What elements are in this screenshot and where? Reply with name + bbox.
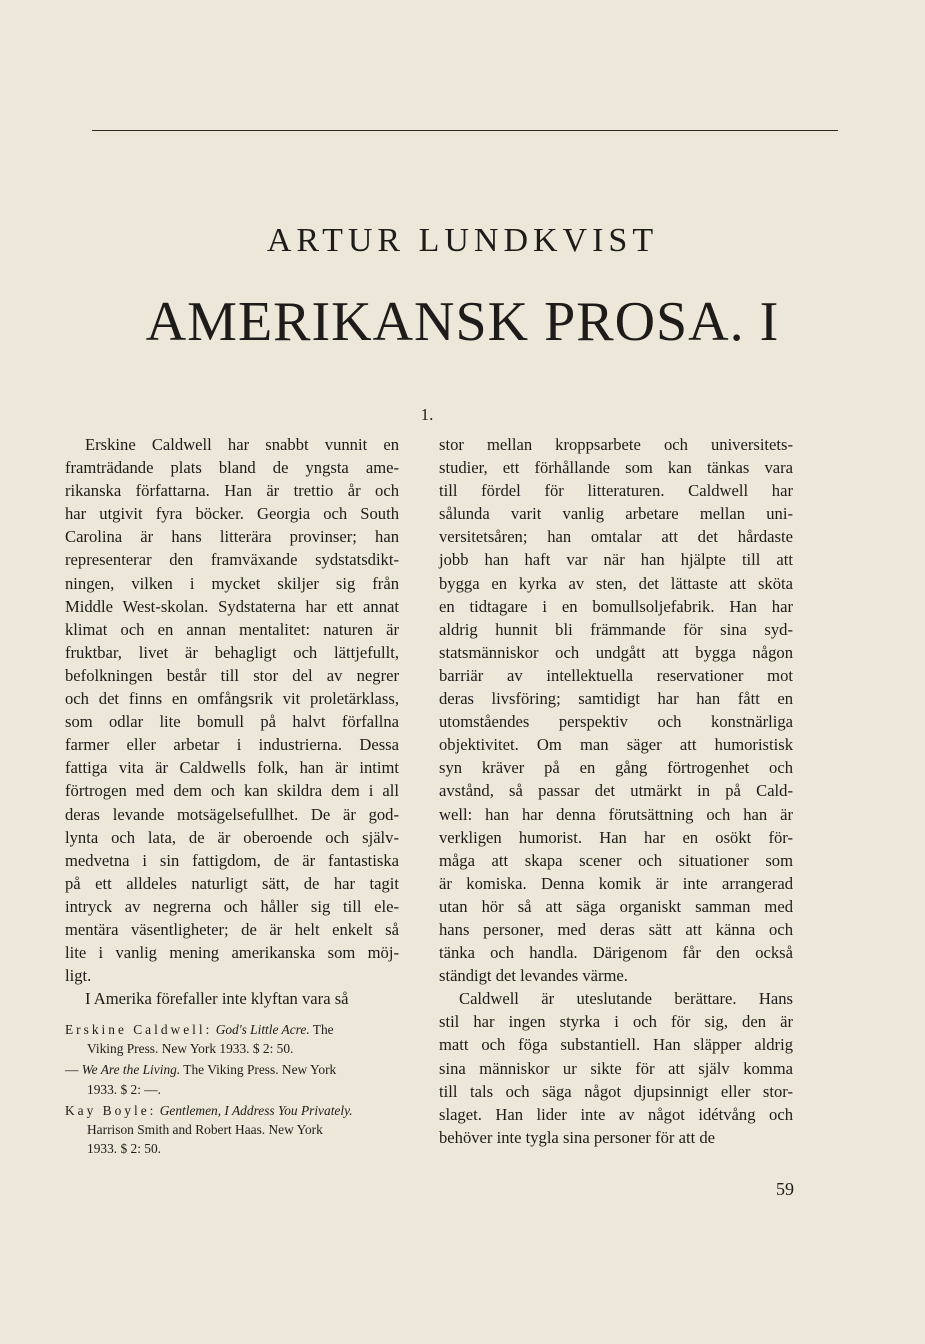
text-line: hans personer, med deras sätt att känna och [439,919,793,939]
text-line: bygga en kyrka av sten, det lättaste att sköta [439,573,793,593]
text-line: jobb han haft var när han hjälpte till att [439,550,793,570]
text-line: ligt. [65,966,92,986]
text-line: till fördel för litteraturen. Caldwell har [439,481,793,501]
text-line: har utgivit fyra böcker. Georgia och South [65,504,399,524]
article-title: AMERIKANSK PROSA. I [145,291,780,353]
text-line: slaget. Han lider inte av något idétvång och [439,1104,793,1124]
text-line: en tidtagare i en bomullsoljefabrik. Han har [439,596,793,616]
text-line: matt och föga substantiell. Han släpper aldrig [439,1035,793,1055]
footnote-details: Harrison Smith and Robert Haas. New York [87,1122,323,1138]
footnote-publisher: The Viking Press. New York [183,1062,337,1078]
text-line: Caldwell är uteslutande berättare. Hans [459,989,793,1009]
left-column [65,433,399,1010]
page-number: 59 [776,1179,794,1199]
text-line: behöver inte tygla sina personer för att de [439,1127,716,1147]
text-line: ständigt det levandes värme. [439,966,628,986]
header-rule [92,130,838,131]
text-line: till tals och säga något djupsinnigt eller stor- [439,1081,793,1101]
text-line: verkligen humorist. Han har en osökt för- [439,827,793,847]
footnote-1 [65,1020,419,1058]
text-line: versitetsåren; han omtalar att det hårdaste [439,527,793,547]
text-line: och det finns en omfångsrik vit proletärklass, [65,689,399,709]
text-line: statsmänniskor och undgått att bygga någon [439,642,793,662]
text-line: fruktbar, livet är behagligt och lättjefullt, [65,642,399,662]
text-line: avstånd, så passar det utmärkt in på Cald- [439,781,793,801]
text-line: är komiska. Denna komik är inte arrangerad [439,873,793,893]
text-line: förtrogen med dem och kan skildra dem i all [65,781,399,801]
text-line: tänka och handla. Därigenom får den också [439,943,793,963]
text-line: lynta och lata, de är oberoende och själv- [65,827,399,847]
text-line: måga att skapa scener och situationer som [439,850,793,870]
text-line: sålunda varit vanlig arbetare mellan uni- [439,504,793,524]
text-line: på ett alldeles naturligt sätt, de har tagit [65,873,399,893]
author-name: ARTUR LUNDKVIST [266,222,659,259]
footnote-details: Viking Press. New York 1933. $ 2: 50. [87,1041,294,1057]
footnote-3 [65,1101,419,1159]
text-line: barriär av intellektuella reservationer mot [439,665,793,685]
text-line: intryck av negrerna och håller sig till ele- [65,896,399,916]
text-line: farmer eller arbetar i industrierna. Dessa [65,735,399,755]
text-line: rikanska författarna. Han är trettio år och [65,481,399,501]
text-line: Carolina är hans litterära provinser; han [65,527,399,547]
text-line: I Amerika förefaller inte klyftan vara så [85,989,349,1009]
text-line: utomståendes perspektiv och konstnärliga [439,712,793,732]
right-column [439,433,793,1149]
text-line: stor mellan kroppsarbete och universitets- [439,435,793,454]
footnote-book-title: Gentlemen, I Address You Privately. [159,1102,353,1118]
footnote-details: 1933. $ 2: 50. [87,1141,162,1157]
footnote-book-title: We Are the Living. [81,1062,181,1078]
text-line: well: han har denna förutsättning och han är [439,804,793,824]
text-line: syn kräver på en gång förtrogenhet och [439,758,793,778]
text-line: studier, ett förhållande som kan tänkas vara [439,458,793,478]
footnote-dash: — [65,1062,79,1078]
text-line: lite i vanlig mening amerikanska som möj- [65,943,399,963]
text-line: deras livsföring; samtidigt har han fått en [439,689,793,709]
text-line: framträdande plats bland de yngsta ame- [65,458,399,478]
text-line: klimat och en annan mentalitet: naturen är [65,619,399,639]
text-line: stil har ingen styrka i och för sig, den är [439,1012,793,1032]
text-line: som odlar lite bomull på halvt förfallna [65,712,399,732]
footnote-author: Kay Boyle: [65,1102,157,1118]
text-line: fattiga vita är Caldwells folk, han är intimt [65,758,399,778]
footnote-book-title: God's Little Acre. [215,1022,310,1037]
text-line: mentära väsentligheter; de är helt enkelt så [65,919,399,939]
footnote-details: 1933. $ 2: —. [87,1081,162,1097]
text-line: ningen, vilken i mycket skiljer sig från [65,573,399,593]
section-number: 1. [420,405,434,424]
text-line: Erskine Caldwell har snabbt vunnit en [85,435,399,454]
text-line: objektivitet. Om man säger att humoristisk [439,735,793,755]
text-line: representerar den framväxande sydstatsdikt- [65,550,399,570]
text-line: befolkningen består till stor del av negrer [65,665,399,685]
footnotes [65,1020,419,1160]
text-line: medvetna i sin fattigdom, de är fantastiska [65,850,399,870]
text-line: Middle West-skolan. Sydstaterna har ett annat [65,596,399,616]
text-line: utan hör så att säga organiskt samman med [439,896,793,916]
text-line: aldrig hunnit bli främmande för sina syd- [439,619,793,639]
footnote-2 [65,1060,419,1098]
footnote-author: Erskine Caldwell: [65,1022,213,1037]
text-line: sina människor ur sikte för att själv komma [439,1058,793,1078]
footnote-publisher: The [312,1022,334,1037]
text-line: deras levande motsägelsefullhet. De är god- [65,804,399,824]
